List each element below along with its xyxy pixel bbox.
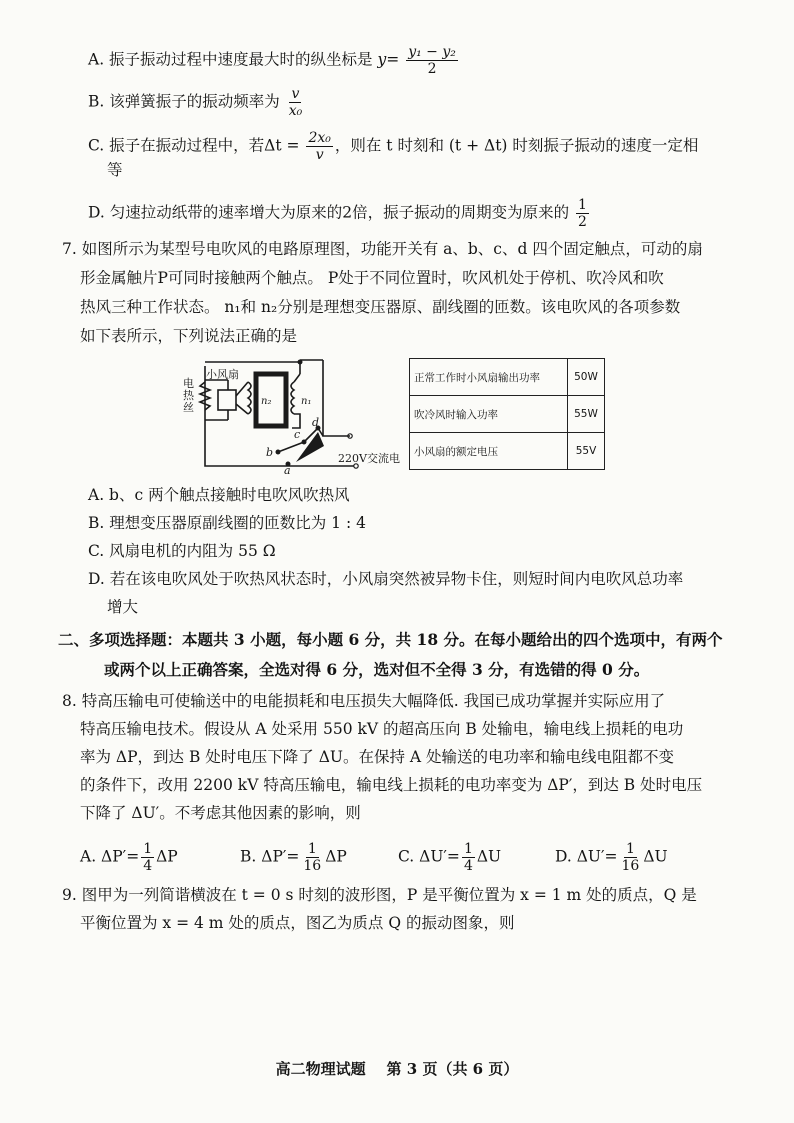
contact-c-label: c xyxy=(294,428,301,441)
q8-line-5: 下降了 ΔU′。不考虑其他因素的影响，则 xyxy=(80,804,361,822)
fraction: $\frac{\text{y₁ − y₂}}{2}$ xyxy=(408,44,456,77)
heater-label: 电热丝 xyxy=(183,377,194,414)
q7-line-4: 如下表所示，下列说法正确的是 xyxy=(80,327,298,345)
q7-line-2: 形金属触片P可同时接触两个触点。 P处于不同位置时，吹风机处于停机、吹冷风和吹 xyxy=(80,269,664,287)
fraction: $\frac{1}{4}$ xyxy=(463,841,473,874)
q9-line-1: 9. 图甲为一列简谐横波在 t = 0 s 时刻的波形图，P 是平衡位置为 x = 1 m 处的质点，Q 是 xyxy=(62,886,697,904)
contact-d-label: d xyxy=(312,416,320,429)
param-label: 小风扇的额定电压 xyxy=(410,433,568,470)
circuit-diagram xyxy=(178,356,418,474)
q8-option-c: C. ΔU′= $\frac{1}{4}$ ΔU xyxy=(398,841,502,874)
q8-line-2: 特高压输电技术。假设从 A 处采用 550 kV 的超高压向 B 处输电，输电线上损耗的电功 xyxy=(80,720,684,738)
n2-label: n₂ xyxy=(261,396,272,407)
q8-line-3: 率为 ΔP，到达 B 处时电压下降了 ΔU。在保持 A 处输送的电功率和输电线电阻都不变 xyxy=(80,748,675,766)
n1-label: n₁ xyxy=(301,396,312,407)
fraction: $\frac{1}{4}$ xyxy=(143,841,153,874)
page-footer: 高二物理试题 第 3 页（共 6 页） xyxy=(275,1060,519,1078)
fraction: $\frac{1}{2}$ xyxy=(578,197,587,230)
q6-option-d: D. 匀速拉动纸带的速率增大为原来的2倍，振子振动的周期变为原来的 $\frac{1}{2}$ xyxy=(88,197,587,230)
param-value: 50W xyxy=(568,359,605,396)
contact-b-label: b xyxy=(266,446,274,459)
fan-label: 小风扇 xyxy=(206,368,239,381)
q6-option-a: A. 振子振动过程中速度最大时的纵坐标是 y= $\frac{\text{y₁ − y₂}}{2}$ xyxy=(88,44,456,77)
fraction: $\frac{\text{2x₀}}{v}$ xyxy=(308,130,331,163)
q6-option-c-cont: 等 xyxy=(107,161,123,179)
param-value: 55V xyxy=(568,433,605,470)
var-y: y xyxy=(377,50,387,69)
q8-option-b: B. ΔP′= $\frac{1}{16}$ ΔP xyxy=(240,841,347,874)
q7-option-c: C. 风扇电机的内阻为 55 Ω xyxy=(88,542,276,560)
param-label: 吹冷风时输入功率 xyxy=(410,396,568,433)
section-2-heading: 二、多项选择题：本题共 3 小题，每小题 6 分，共 18 分。在每小题给出的四个选项中，有两个 xyxy=(58,630,723,649)
fraction: $\frac{1}{16}$ xyxy=(303,841,322,874)
param-label: 正常工作时小风扇输出功率 xyxy=(410,359,568,396)
q6-option-c: C. 振子在振动过程中，若Δt = $\frac{\text{2x₀}}{v}$ ，则在 t 时刻和 (t + Δt) 时刻振子振动的速度一定相 xyxy=(88,130,699,163)
q7-option-b: B. 理想变压器原副线圈的匝数比为 1 : 4 xyxy=(88,514,366,532)
q8-line-4: 的条件下，改用 2200 kV 特高压输电，输电线上损耗的电功率变为 ΔP′，到达 B 处时电压 xyxy=(80,776,703,794)
table-row xyxy=(410,396,605,433)
q7-line-3: 热风三种工作状态。 n₁和 n₂分别是理想变压器原、副线圈的匝数。该电吹风的各项参数 xyxy=(80,298,681,316)
q7-line-1: 7. 如图所示为某型号电吹风的电路原理图，功能开关有 a、b、c、d 四个固定触点，可动的扇 xyxy=(62,240,703,258)
q8-option-d: D. ΔU′= $\frac{1}{16}$ ΔU xyxy=(555,841,668,874)
source-label: 220V交流电 xyxy=(338,452,400,465)
q8-line-1: 8. 特高压输电可使输送中的电能损耗和电压损失大幅降低. 我国已成功掌握并实际应用了 xyxy=(62,692,666,710)
contact-a-label: a xyxy=(284,464,291,474)
q7-option-d: D. 若在该电吹风处于吹热风状态时，小风扇突然被异物卡住，则短时间内电吹风总功率 xyxy=(88,570,684,588)
section-2-heading-cont: 或两个以上正确答案，全选对得 6 分，选对但不全得 3 分，有选错的得 0 分。 xyxy=(104,660,650,679)
param-value: 55W xyxy=(568,396,605,433)
q7-option-a: A. b、c 两个触点接触时电吹风吹热风 xyxy=(88,486,350,504)
q7-option-d-cont: 增大 xyxy=(107,598,139,616)
table-row xyxy=(410,433,605,470)
table-row xyxy=(410,359,605,396)
parameter-table xyxy=(409,358,605,470)
fraction: $\frac{v}{\text{x₀}}$ xyxy=(288,86,303,119)
q6-option-b: B. 该弹簧振子的振动频率为 $\frac{v}{\text{x₀}}$ xyxy=(88,86,303,119)
q8-option-a: A. ΔP′= $\frac{1}{4}$ ΔP xyxy=(80,841,178,874)
fraction: $\frac{1}{16}$ xyxy=(621,841,640,874)
q9-line-2: 平衡位置为 x = 4 m 处的质点，图乙为质点 Q 的振动图象，则 xyxy=(80,914,515,932)
